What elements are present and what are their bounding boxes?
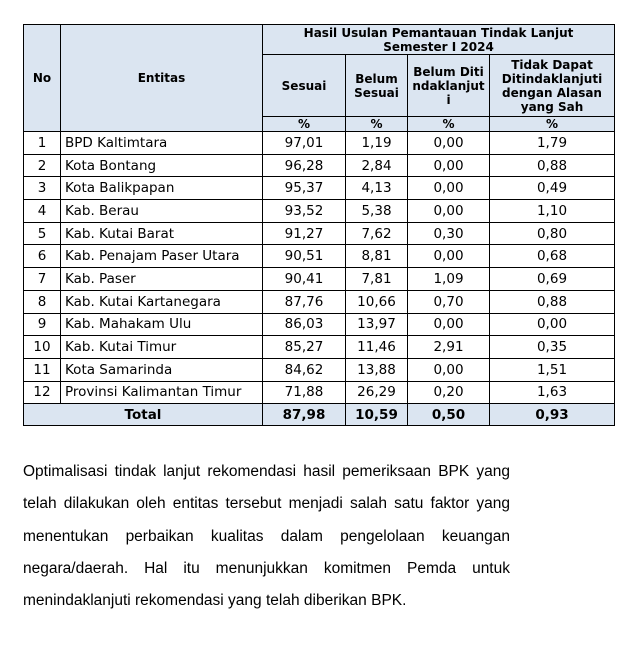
- cell-tidak-dapat: 0,35: [490, 336, 615, 359]
- cell-sesuai: 71,88: [263, 381, 346, 404]
- cell-entity: BPD Kaltimtara: [61, 132, 263, 155]
- cell-entity: Kab. Kutai Kartanegara: [61, 290, 263, 313]
- cell-sesuai: 90,41: [263, 268, 346, 291]
- cell-no: 11: [24, 358, 61, 381]
- cell-sesuai: 91,27: [263, 222, 346, 245]
- cell-no: 5: [24, 222, 61, 245]
- unit-belum-sesuai: %: [346, 117, 408, 132]
- cell-belum-sesuai: 13,88: [346, 358, 408, 381]
- table-row: [24, 381, 615, 404]
- cell-no: 4: [24, 200, 61, 223]
- header-belum-ditindaklanjuti: Belum Ditindaklanjuti: [408, 55, 490, 117]
- cell-sesuai: 96,28: [263, 154, 346, 177]
- total-belum-sesuai: 10,59: [346, 404, 408, 426]
- cell-sesuai: 93,52: [263, 200, 346, 223]
- cell-no: 9: [24, 313, 61, 336]
- header-no: No: [24, 25, 61, 132]
- cell-belum-ditindaklanjuti: 1,09: [408, 268, 490, 291]
- header-tidak-dapat: Tidak Dapat Ditindaklanjuti dengan Alasan yang Sah: [490, 55, 615, 117]
- total-row: [24, 404, 615, 426]
- cell-belum-sesuai: 7,62: [346, 222, 408, 245]
- body-paragraph: Optimalisasi tindak lanjut rekomendasi hasil pemeriksaan BPK yang telah dilakukan oleh entitas tersebut menjadi salah satu faktor yang menentukan perbaikan kualitas dalam pengelolaan keuangan negara/daerah. Hal itu menunjukkan komitmen Pemda untuk menindaklanjuti rekomendasi yang telah diberikan BPK.: [23, 463, 510, 610]
- table-row: [24, 290, 615, 313]
- total-belum-ditindaklanjuti: 0,50: [408, 404, 490, 426]
- cell-belum-sesuai: 10,66: [346, 290, 408, 313]
- cell-tidak-dapat: 0,68: [490, 245, 615, 268]
- header-sesuai: Sesuai: [263, 55, 346, 117]
- cell-no: 8: [24, 290, 61, 313]
- header-belum-sesuai: Belum Sesuai: [346, 55, 408, 117]
- cell-tidak-dapat: 0,80: [490, 222, 615, 245]
- cell-tidak-dapat: 1,10: [490, 200, 615, 223]
- table-row: [24, 177, 615, 200]
- cell-no: 3: [24, 177, 61, 200]
- cell-belum-sesuai: 26,29: [346, 381, 408, 404]
- total-sesuai: 87,98: [263, 404, 346, 426]
- cell-belum-sesuai: 4,13: [346, 177, 408, 200]
- cell-sesuai: 86,03: [263, 313, 346, 336]
- cell-entity: Kota Bontang: [61, 154, 263, 177]
- table-row: [24, 245, 615, 268]
- unit-sesuai: %: [263, 117, 346, 132]
- table-row: [24, 222, 615, 245]
- cell-belum-ditindaklanjuti: 0,00: [408, 154, 490, 177]
- cell-entity: Provinsi Kalimantan Timur: [61, 381, 263, 404]
- cell-belum-sesuai: 8,81: [346, 245, 408, 268]
- cell-belum-ditindaklanjuti: 0,30: [408, 222, 490, 245]
- cell-entity: Kab. Mahakam Ulu: [61, 313, 263, 336]
- cell-belum-ditindaklanjuti: 0,00: [408, 313, 490, 336]
- table-row: [24, 268, 615, 291]
- cell-sesuai: 90,51: [263, 245, 346, 268]
- cell-belum-ditindaklanjuti: 2,91: [408, 336, 490, 359]
- unit-belum-ditindaklanjuti: %: [408, 117, 490, 132]
- cell-no: 12: [24, 381, 61, 404]
- table-row: [24, 132, 615, 155]
- cell-no: 7: [24, 268, 61, 291]
- cell-tidak-dapat: 0,69: [490, 268, 615, 291]
- cell-belum-sesuai: 13,97: [346, 313, 408, 336]
- cell-no: 2: [24, 154, 61, 177]
- cell-belum-sesuai: 7,81: [346, 268, 408, 291]
- cell-belum-sesuai: 5,38: [346, 200, 408, 223]
- cell-tidak-dapat: 0,00: [490, 313, 615, 336]
- cell-tidak-dapat: 1,79: [490, 132, 615, 155]
- cell-belum-ditindaklanjuti: 0,00: [408, 358, 490, 381]
- cell-sesuai: 97,01: [263, 132, 346, 155]
- header-entity: Entitas: [61, 25, 263, 132]
- cell-tidak-dapat: 1,51: [490, 358, 615, 381]
- table-row: [24, 336, 615, 359]
- cell-belum-ditindaklanjuti: 0,70: [408, 290, 490, 313]
- total-label: Total: [24, 404, 263, 426]
- cell-entity: Kab. Kutai Timur: [61, 336, 263, 359]
- table-row: [24, 358, 615, 381]
- cell-belum-ditindaklanjuti: 0,00: [408, 245, 490, 268]
- cell-belum-ditindaklanjuti: 0,00: [408, 200, 490, 223]
- cell-tidak-dapat: 0,88: [490, 290, 615, 313]
- cell-belum-sesuai: 2,84: [346, 154, 408, 177]
- cell-sesuai: 95,37: [263, 177, 346, 200]
- cell-no: 1: [24, 132, 61, 155]
- cell-sesuai: 84,62: [263, 358, 346, 381]
- follow-up-table: [23, 24, 615, 426]
- cell-entity: Kab. Penajam Paser Utara: [61, 245, 263, 268]
- table-row: [24, 200, 615, 223]
- cell-entity: Kab. Kutai Barat: [61, 222, 263, 245]
- cell-belum-sesuai: 1,19: [346, 132, 408, 155]
- cell-no: 10: [24, 336, 61, 359]
- cell-entity: Kab. Paser: [61, 268, 263, 291]
- cell-entity: Kota Samarinda: [61, 358, 263, 381]
- table-row: [24, 313, 615, 336]
- cell-belum-sesuai: 11,46: [346, 336, 408, 359]
- cell-entity: Kab. Berau: [61, 200, 263, 223]
- cell-tidak-dapat: 0,49: [490, 177, 615, 200]
- cell-no: 6: [24, 245, 61, 268]
- cell-tidak-dapat: 1,63: [490, 381, 615, 404]
- cell-sesuai: 87,76: [263, 290, 346, 313]
- unit-tidak-dapat: %: [490, 117, 615, 132]
- cell-belum-ditindaklanjuti: 0,00: [408, 132, 490, 155]
- cell-tidak-dapat: 0,88: [490, 154, 615, 177]
- cell-belum-ditindaklanjuti: 0,00: [408, 177, 490, 200]
- total-tidak-dapat: 0,93: [490, 404, 615, 426]
- cell-entity: Kota Balikpapan: [61, 177, 263, 200]
- cell-belum-ditindaklanjuti: 0,20: [408, 381, 490, 404]
- table-row: [24, 154, 615, 177]
- header-group: Hasil Usulan Pemantauan Tindak Lanjut Semester I 2024: [263, 25, 615, 55]
- cell-sesuai: 85,27: [263, 336, 346, 359]
